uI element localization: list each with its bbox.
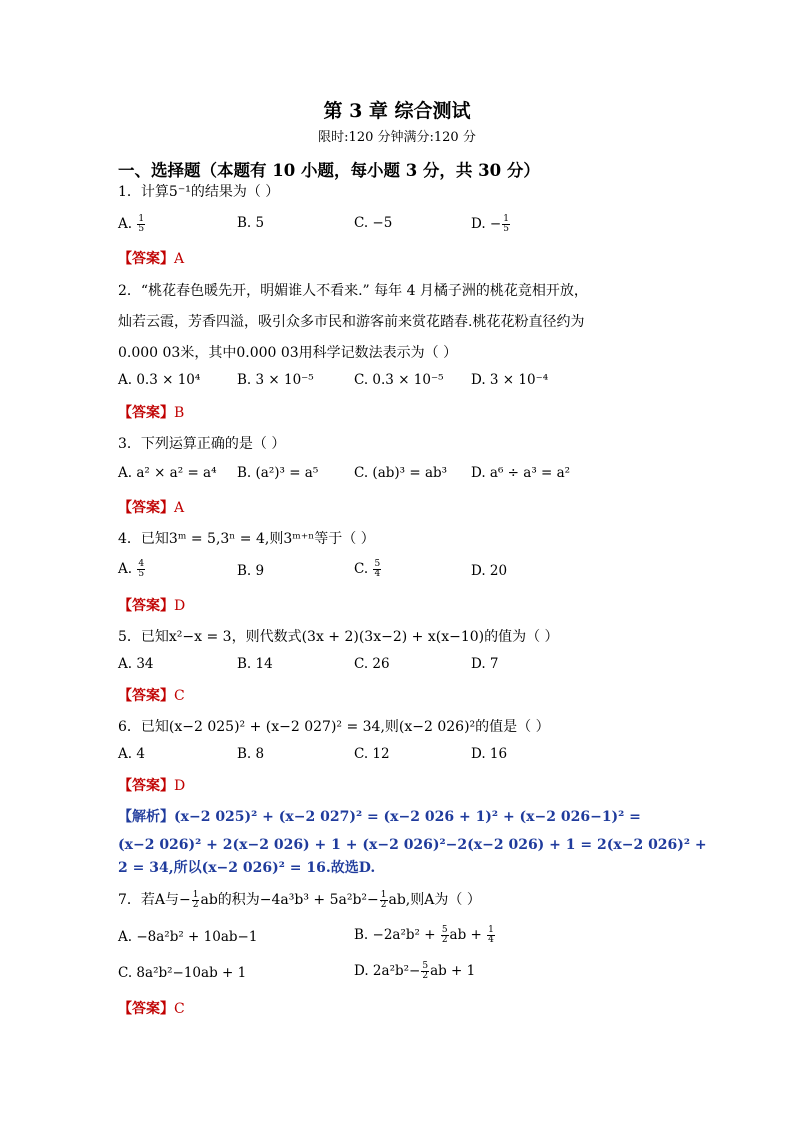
q6-explanation-line-3: 2 = 34,所以(x−2 026)² = 16.故选D. (118, 860, 376, 876)
question-2-line-1: 2．“桃花春色暖先开，明媚谁人不看来.” 每年 4 月橘子洲的桃花竞相开放， (118, 283, 588, 299)
q3-option-a: A. a² × a² = a⁴ (118, 465, 217, 481)
q5-answer: 【答案】C (118, 688, 185, 704)
q6-explanation-line-1: 【解析】(x−2 025)² + (x−2 027)² = (x−2 026 + 1)² + (x−2 026−1)² = (118, 809, 641, 825)
q4-option-b: B. 9 (237, 563, 265, 579)
q5-option-c: C. 26 (354, 656, 390, 672)
q7-option-d: D. 2a²b²− $\frac{5}{2}$ ab + 1 (354, 961, 476, 981)
q6-option-c: C. 12 (354, 746, 390, 762)
q6-answer: 【答案】D (118, 778, 186, 794)
q6-option-b: B. 8 (237, 746, 265, 762)
q5-option-a: A. 34 (118, 656, 154, 672)
q4-option-d: D. 20 (471, 563, 508, 579)
q2-answer: 【答案】B (118, 405, 185, 421)
question-5: 5．已知x²−x = 3，则代数式(3x + 2)(3x−2) + x(x−10)的值为（ ） (118, 629, 559, 645)
q1-option-c: C. −5 (354, 215, 393, 231)
q2-option-c: C. 0.3 × 10⁻⁵ (354, 372, 444, 388)
q6-option-a: A. 4 (118, 746, 145, 762)
q7-answer: 【答案】C (118, 1001, 185, 1017)
question-7: 7．若A与− $\frac{1}{2}$ ab的积为−4a³b³ + 5a²b²− $\frac{1}{2}$ ab,则A为（ ） (118, 889, 481, 910)
q6-option-d: D. 16 (471, 746, 508, 762)
q1-option-d: D. − $\frac{1}{5}$ (471, 214, 509, 234)
q3-option-b: B. (a²)³ = a⁵ (237, 465, 319, 481)
q3-option-d: D. a⁶ ÷ a³ = a² (471, 465, 571, 481)
question-2-line-3: 0.000 03米，其中0.000 03用科学记数法表示为（ ） (118, 345, 458, 361)
page-title: 第 3 章 综合测试 (323, 100, 471, 122)
question-3: 3．下列运算正确的是（ ） (118, 436, 286, 452)
question-2-line-2: 灿若云霞，芳香四溢，吸引众多市民和游客前来赏花踏春.桃花花粉直径约为 (118, 314, 585, 330)
question-4: 4．已知3ᵐ = 5,3ⁿ = 4,则3ᵐ⁺ⁿ等于（ ） (118, 531, 375, 547)
q4-option-c: C. $\frac{5}{4}$ (354, 559, 381, 579)
q1-option-a: A. $\frac{1}{5}$ (118, 214, 145, 234)
q3-answer: 【答案】A (118, 500, 185, 516)
q5-option-d: D. 7 (471, 656, 499, 672)
q7-option-a: A. −8a²b² + 10ab−1 (118, 929, 258, 945)
q7-option-b: B. −2a²b² + $\frac{5}{2}$ ab + $\frac{1}{4}$ (354, 925, 494, 945)
q4-option-a: A. $\frac{4}{5}$ (118, 559, 145, 579)
q5-option-b: B. 14 (237, 656, 273, 672)
q4-answer: 【答案】D (118, 598, 186, 614)
page-subtitle: 限时:120 分钟满分:120 分 (318, 130, 476, 145)
q2-option-d: D. 3 × 10⁻⁴ (471, 372, 549, 388)
q6-explanation-line-2: (x−2 026)² + 2(x−2 026) + 1 + (x−2 026)²−2(x−2 026) + 1 = 2(x−2 026)² + (118, 837, 707, 853)
section-heading: 一、选择题（本题有 10 小题，每小题 3 分，共 30 分） (118, 161, 540, 180)
q2-option-b: B. 3 × 10⁻⁵ (237, 372, 314, 388)
q1-option-b: B. 5 (237, 215, 265, 231)
q2-option-a: A. 0.3 × 10⁴ (118, 372, 201, 388)
q3-option-c: C. (ab)³ = ab³ (354, 465, 448, 481)
question-6: 6．已知(x−2 025)² + (x−2 027)² = 34,则(x−2 026)²的值是（ ） (118, 719, 550, 735)
q1-answer: 【答案】A (118, 251, 185, 267)
q7-option-c: C. 8a²b²−10ab + 1 (118, 965, 247, 981)
question-1: 1．计算5⁻¹的结果为（ ） (118, 184, 280, 200)
